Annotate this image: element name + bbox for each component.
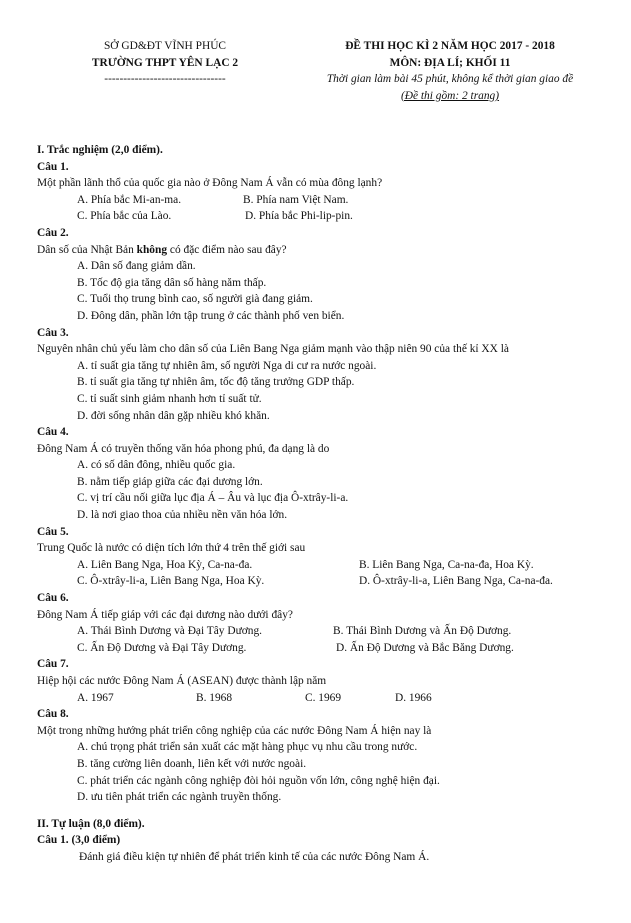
question-6-text: Đông Nam Á tiếp giáp với các đại dương nào dưới đây? — [37, 608, 293, 621]
question-4-option-b: B. nằm tiếp giáp giữa các đại dương lớn. — [77, 475, 263, 488]
question-4-text: Đông Nam Á có truyền thống văn hóa phong phú, đa dạng là do — [37, 442, 330, 455]
section-gap — [37, 806, 597, 816]
part1-title: I. Trắc nghiệm (2,0 điểm). — [37, 144, 163, 156]
question-3-label: Câu 3. — [37, 326, 69, 339]
question-1-label: Câu 1. — [37, 160, 69, 173]
exam-title: ĐỀ THI HỌC KÌ 2 NĂM HỌC 2017 - 2018 — [345, 40, 555, 52]
header-left — [50, 38, 280, 88]
essay-question-1-text: Đánh giá điều kiện tự nhiên để phát triển kinh tế của các nước Đông Nam Á. — [79, 850, 430, 863]
question-1-option-c: C. Phía bắc của Lào. — [77, 210, 172, 223]
exam-pages-note: (Đề thi gồm: 2 trang) — [400, 89, 500, 102]
header-right — [300, 38, 600, 104]
question-4-option-c: C. vị trí cầu nối giữa lục địa Á – Âu và lục địa Ô-xtrây-li-a. — [77, 492, 349, 505]
question-6-option-b: B. Thái Bình Dương và Ấn Độ Dương. — [333, 625, 512, 638]
question-7-option-d: D. 1966 — [395, 691, 432, 704]
question-5-option-b: B. Liên Bang Nga, Ca-na-đa, Hoa Kỳ. — [359, 558, 534, 571]
question-7-label: Câu 7. — [37, 658, 69, 671]
question-8-text: Một trong những hướng phát triển công nghiệp của các nước Đông Nam Á hiện nay là — [37, 724, 432, 737]
question-4-option-a: A. có số dân đông, nhiều quốc gia. — [77, 459, 236, 472]
question-1-options-ab — [37, 192, 597, 209]
question-6-options-cd — [37, 640, 597, 657]
question-2-text-part: Dân số của Nhật Bản — [37, 243, 137, 256]
question-2-option-a: A. Dân số đang giảm dần. — [77, 260, 196, 273]
question-8-label: Câu 8. — [37, 708, 69, 721]
department-name: SỞ GD&ĐT VĨNH PHÚC — [103, 40, 227, 52]
question-5-option-c: C. Ô-xtrây-li-a, Liên Bang Nga, Hoa Kỳ. — [77, 575, 265, 588]
question-8-option-d: D. ưu tiên phát triển các ngành truyền thống. — [77, 791, 282, 804]
question-5-options-ab — [37, 557, 597, 574]
question-6-option-a: A. Thái Bình Dương và Đại Tây Dương. — [77, 625, 263, 638]
question-3-option-b: B. tỉ suất gia tăng tự nhiên âm, tốc độ tăng trưởng GDP thấp. — [77, 376, 355, 389]
question-2-text — [37, 242, 597, 259]
question-1-options-cd — [37, 208, 597, 225]
question-1-option-d: D. Phía bắc Phi-lip-pin. — [245, 210, 353, 223]
question-2-option-c: C. Tuổi thọ trung bình cao, số người già đang giảm. — [77, 293, 313, 306]
question-7-option-b: B. 1968 — [196, 691, 233, 704]
exam-subject: MÔN: ĐỊA LÍ; KHỐI 11 — [389, 56, 511, 69]
question-7-text: Hiệp hội các nước Đông Nam Á (ASEAN) được thành lập năm — [37, 675, 327, 687]
question-2-emphasis: không — [136, 243, 168, 256]
question-2-option-b: B. Tốc độ gia tăng dân số hàng năm thấp. — [77, 276, 267, 289]
essay-question-1-label: Câu 1. (3,0 điểm) — [37, 834, 121, 847]
question-3-text: Nguyên nhân chủ yếu làm cho dân số của Liên Bang Nga giảm mạnh vào thập niên 90 của thế kỉ XX là — [37, 343, 509, 356]
exam-content — [37, 142, 597, 866]
question-8-option-b: B. tăng cường liên doanh, liên kết với nước ngoài. — [77, 757, 307, 770]
question-7-option-a: A. 1967 — [77, 691, 114, 704]
question-8-option-a: A. chú trọng phát triển sản xuất các mặt hàng phục vụ nhu cầu trong nước. — [77, 741, 418, 754]
question-7-option-c: C. 1969 — [305, 691, 342, 704]
question-2-option-d: D. Đông dân, phần lớn tập trung ở các thành phố ven biển. — [77, 309, 345, 322]
question-2-text-part: có đặc điểm nào sau đây? — [167, 243, 287, 256]
question-2-label: Câu 2. — [37, 226, 69, 239]
part2-title: II. Tự luận (8,0 điểm). — [37, 817, 145, 830]
question-3-option-d: D. đời sống nhân dân gặp nhiều khó khăn. — [77, 409, 270, 422]
question-5-text: Trung Quốc là nước có diện tích lớn thứ 4 trên thế giới sau — [37, 542, 306, 555]
question-5-options-cd — [37, 573, 597, 590]
question-3-option-c: C. tỉ suất sinh giảm nhanh hơn tỉ suất tử. — [77, 392, 262, 405]
header-rule: -------------------------------- — [104, 73, 226, 86]
question-5-option-d: D. Ô-xtrây-li-a, Liên Bang Nga, Ca-na-đa. — [359, 575, 553, 588]
question-1-option-b: B. Phía nam Việt Nam. — [243, 193, 349, 206]
question-1-option-a: A. Phía bắc Mi-an-ma. — [77, 193, 182, 206]
question-1-text: Một phần lãnh thổ của quốc gia nào ở Đông Nam Á vẫn có mùa đông lạnh? — [37, 177, 383, 190]
question-6-options-ab — [37, 623, 597, 640]
exam-header — [0, 38, 631, 108]
question-3-option-a: A. tỉ suất gia tăng tự nhiên âm, số người Nga di cư ra nước ngoài. — [77, 359, 377, 372]
question-4-label: Câu 4. — [37, 426, 69, 439]
question-6-option-c: C. Ấn Độ Dương và Đại Tây Dương. — [77, 641, 247, 654]
school-name: TRƯỜNG THPT YÊN LẠC 2 — [91, 56, 239, 69]
exam-time-note: Thời gian làm bài 45 phút, không kể thời gian giao đề — [326, 73, 574, 86]
question-6-label: Câu 6. — [37, 592, 69, 605]
question-8-option-c: C. phát triển các ngành công nghiệp đòi hỏi nguồn vốn lớn, công nghệ hiện đại. — [77, 774, 440, 787]
question-4-option-d: D. là nơi giao thoa của nhiều nền văn hóa lớn. — [77, 509, 288, 522]
question-6-option-d: D. Ấn Độ Dương và Bắc Băng Dương. — [336, 641, 514, 654]
question-7-options — [37, 690, 597, 707]
question-5-option-a: A. Liên Bang Nga, Hoa Kỳ, Ca-na-đa. — [77, 558, 253, 571]
question-5-label: Câu 5. — [37, 525, 69, 538]
